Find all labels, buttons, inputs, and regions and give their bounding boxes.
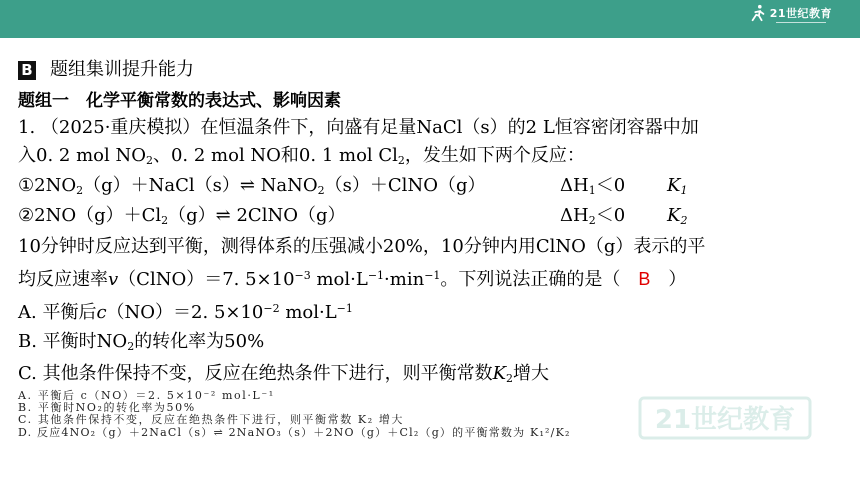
question-line-2: 入0. 2 mol $NO_2$、0. 2 mol NO和0. 1 mol $Cl_2$，发生如下两个反应： [18, 145, 585, 167]
question-line-5: 10分钟时反应达到平衡，测得体系的压强减小20%，10分钟内用ClNO（g）表示的平 [18, 236, 706, 257]
option-b[interactable]: B. 平衡时$NO_2$的转化率为50% [18, 331, 265, 353]
reaction-2-enthalpy: $\Delta H_2<0$ [560, 205, 626, 227]
brand-logo [749, 3, 832, 23]
svg-text:21世纪教育: 21世纪教育 [654, 405, 796, 435]
question-line-6: 均反应速率v（ClNO）＝7. $5\times 10^{-3}$ $mol\cdot L^{-1}\cdot\min^{-1}$。下列说法正确的是（ B ） [18, 269, 687, 290]
question-line-1: 1. （2025·重庆模拟）在恒温条件下，向盛有足量NaCl（s）的2 L恒容密闭容器中加 [18, 117, 699, 138]
faded-line-b: B. 平衡时NO₂的转化率为50% [18, 401, 196, 414]
section-badge: B [18, 61, 36, 80]
watermark-logo [620, 388, 820, 448]
logo-text: 21世纪教育 [769, 7, 832, 20]
reaction-1: $①2NO_2(g)+NaCl(s)\rightleftharpoons$ NaNO$_2$（s）＋ClNO（g） [18, 175, 486, 197]
logo-underline [776, 22, 826, 23]
option-c[interactable]: C. 其他条件保持不变，反应在绝热条件下进行，则平衡常数$K_2$增大 [18, 363, 550, 385]
reaction-1-enthalpy: $\Delta H_1<0$ [560, 175, 626, 197]
reaction-1-k: $K_1$ [667, 175, 688, 197]
faded-line-a: A. 平衡后 c（NO）＝2. 5×10⁻² mol·L⁻¹ [18, 389, 275, 402]
reaction-2-k: $K_2$ [667, 205, 688, 227]
reaction-2: $②2NO(g)+Cl_2(g)\rightleftharpoons$ 2ClNO（g） [18, 205, 346, 227]
answer-mark: B [638, 269, 651, 289]
section-heading [18, 58, 194, 82]
option-a[interactable]: A. 平衡后c（NO）＝2. $5\times 10^{-2}$ $mol\cdot L^{-1}$ [18, 302, 353, 323]
header-bar [0, 0, 860, 38]
faded-line-d: D. 反应4NO₂（g）＋2NaCl（s）⇌ 2NaNO₃（s）＋2NO（g）＋Cl₂（g）的平衡常数为 K₁²/K₂ [18, 426, 571, 439]
section-title: 题组集训提升能力 [50, 59, 194, 80]
faded-line-c: C. 其他条件保持不变，反应在绝热条件下进行，则平衡常数 K₂ 增大 [18, 413, 405, 426]
group-title: 题组一 化学平衡常数的表达式、影响因素 [18, 91, 341, 111]
runner-icon [749, 4, 767, 22]
